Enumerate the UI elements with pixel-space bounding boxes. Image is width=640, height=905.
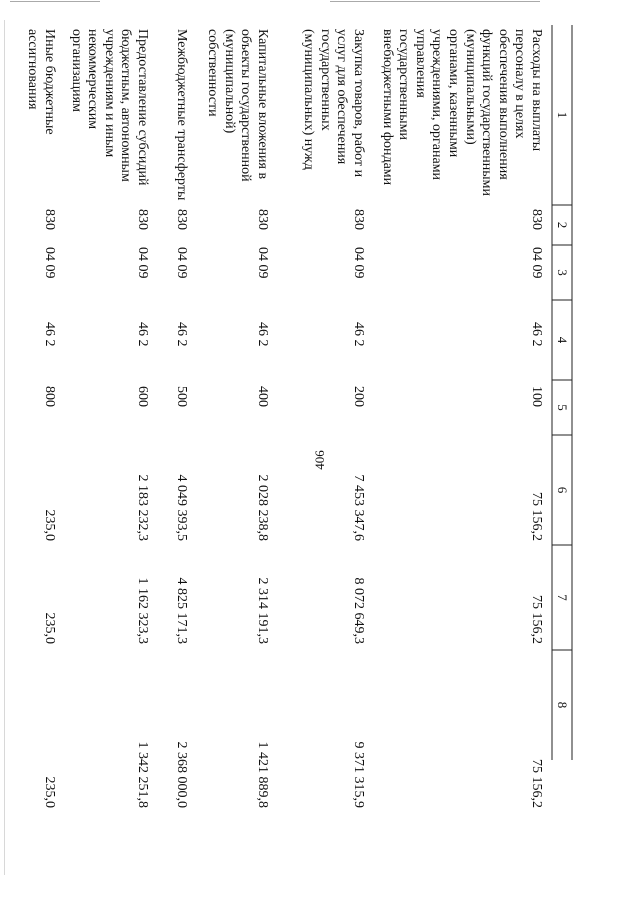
row-value-col8: 235,0 xyxy=(42,776,57,808)
row-target: 46 2 xyxy=(255,322,270,347)
row-value-col7: 4 825 171,3 xyxy=(174,577,189,644)
row-value-col7: 8 072 649,3 xyxy=(351,577,366,644)
column-header: 3 xyxy=(555,269,570,276)
scan-edge-left xyxy=(10,1,100,2)
row-code: 830 xyxy=(351,209,366,230)
top-scan-edge xyxy=(0,0,640,4)
column-header: 5 xyxy=(555,404,570,411)
row-code: 830 xyxy=(529,209,544,230)
row-value-col6: 4 049 393,5 xyxy=(174,474,189,541)
row-expense-type: 500 xyxy=(174,386,189,407)
row-section: 04 09 xyxy=(351,247,366,279)
row-code: 830 xyxy=(255,209,270,230)
column-header: 2 xyxy=(555,221,570,229)
row-value-col6: 235,0 xyxy=(42,509,57,541)
row-target: 46 2 xyxy=(42,322,57,347)
row-code: 830 xyxy=(174,209,189,230)
row-value-col6: 7 453 347,6 xyxy=(351,474,366,541)
row-name: Капитальные вложения в объекты государственной (муниципальной) собственности xyxy=(205,29,270,182)
row-value-col6: 2 183 232,3 xyxy=(135,474,150,541)
scan-margin-line xyxy=(4,20,5,875)
row-value-col7: 75 156,2 xyxy=(529,595,544,644)
column-header: 4 xyxy=(555,336,570,344)
row-section: 04 09 xyxy=(529,247,544,279)
row-value-col6: 75 156,2 xyxy=(529,492,544,541)
row-name: Предоставление субсидий бюджетным, автономным учреждениям и иным некоммерческим организациям xyxy=(68,29,150,186)
row-expense-type: 800 xyxy=(42,386,57,407)
column-header: 7 xyxy=(555,594,570,601)
row-target: 46 2 xyxy=(529,322,544,347)
page-number: 406 xyxy=(312,450,327,470)
row-expense-type: 400 xyxy=(255,386,270,407)
row-code: 830 xyxy=(42,209,57,230)
row-value-col8: 1 342 251,8 xyxy=(135,741,150,808)
row-value-col6: 2 028 238,8 xyxy=(255,474,270,541)
row-section: 04 09 xyxy=(135,247,150,279)
row-value-col7: 1 162 323,3 xyxy=(135,577,150,644)
budget-table xyxy=(25,25,592,885)
row-target: 46 2 xyxy=(174,322,189,347)
row-section: 04 09 xyxy=(255,247,270,279)
row-name: Закупка товаров, работ и услуг для обеспечения государственных (муниципальных) нужд xyxy=(301,29,366,178)
row-value-col8: 2 368 000,0 xyxy=(174,741,189,808)
column-header: 8 xyxy=(555,701,570,709)
row-expense-type: 100 xyxy=(529,386,544,407)
column-header: 1 xyxy=(555,111,570,119)
row-target: 46 2 xyxy=(135,322,150,347)
row-expense-type: 600 xyxy=(135,386,150,407)
row-value-col7: 2 314 191,3 xyxy=(255,577,270,644)
row-section: 04 09 xyxy=(42,247,57,279)
row-target: 46 2 xyxy=(351,322,366,347)
scan-edge-right xyxy=(330,1,540,2)
row-expense-type: 200 xyxy=(351,386,366,407)
row-value-col8: 1 421 889,8 xyxy=(255,741,270,808)
row-value-col7: 235,0 xyxy=(42,612,57,644)
row-section: 04 09 xyxy=(174,247,189,279)
row-value-col8: 9 371 315,9 xyxy=(351,741,366,808)
row-name: Расходы на выплаты персоналу в целях обеспечения выполнения функций государственными (муниципальными) органами, казенными учреждениями, органами управления государственными внебюджетными фондами xyxy=(379,29,544,197)
row-value-col8: 75 156,2 xyxy=(529,759,544,808)
row-name: Межбюджетные трансферты xyxy=(174,29,189,201)
row-name: Иные бюджетные ассигнования xyxy=(25,29,57,135)
row-code: 830 xyxy=(135,209,150,230)
column-header: 6 xyxy=(555,486,570,494)
